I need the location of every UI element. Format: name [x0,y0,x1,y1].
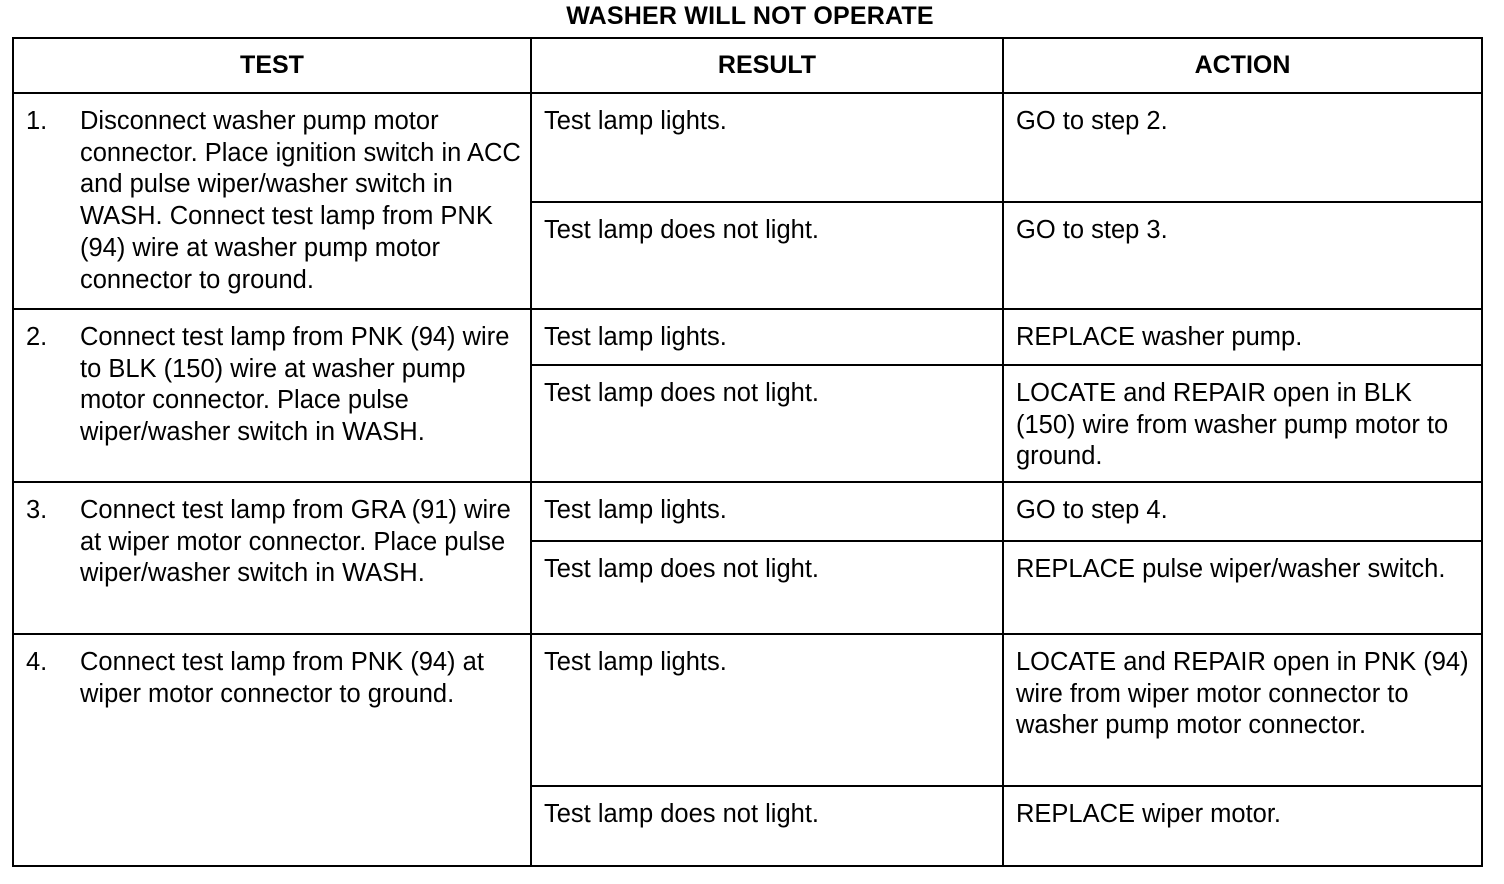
step-test-text: Disconnect washer pump motor connector. Place ignition switch in ACC and pulse wiper/washer switch in WASH. Connect test lamp from PNK (94) wire at washer pump motor connector to ground. [80,107,521,294]
table-row [13,93,1482,202]
action-cell: REPLACE washer pump. [1003,309,1482,365]
action-cell: LOCATE and REPAIR open in PNK (94) wire from wiper motor connector to washer pump motor connector. [1003,634,1482,786]
result-cell: Test lamp does not light. [531,541,1003,634]
result-cell: Test lamp lights. [531,93,1003,202]
result-cell: Test lamp does not light. [531,786,1003,866]
table-row [13,309,1482,365]
header-row [13,38,1482,93]
table-row [13,634,1482,786]
test-cell-step-3 [13,482,531,634]
action-cell: REPLACE wiper motor. [1003,786,1482,866]
page-title: WASHER WILL NOT OPERATE [566,2,934,30]
action-cell: LOCATE and REPAIR open in BLK (150) wire from washer pump motor to ground. [1003,365,1482,482]
step-number: 4. [26,648,48,676]
step-test-text: Connect test lamp from GRA (91) wire at wiper motor connector. Place pulse wiper/washer switch in WASH. [80,496,511,588]
header-test: TEST [13,38,531,93]
test-cell-step-1 [13,93,531,309]
step-test-text: Connect test lamp from PNK (94) wire to BLK (150) wire at washer pump motor connector. Place pulse wiper/washer switch in WASH. [80,323,510,447]
table-row [13,482,1482,541]
step-test-text: Connect test lamp from PNK (94) at wiper motor connector to ground. [80,648,484,708]
header-result: RESULT [531,38,1003,93]
result-cell: Test lamp does not light. [531,365,1003,482]
result-cell: Test lamp lights. [531,482,1003,541]
test-cell-step-4 [13,634,531,866]
action-cell: GO to step 2. [1003,93,1482,202]
action-cell: GO to step 3. [1003,202,1482,309]
result-cell: Test lamp lights. [531,309,1003,365]
result-cell: Test lamp lights. [531,634,1003,786]
result-cell: Test lamp does not light. [531,202,1003,309]
step-number: 1. [26,107,48,135]
step-number: 2. [26,323,48,351]
header-action: ACTION [1003,38,1482,93]
action-cell: REPLACE pulse wiper/washer switch. [1003,541,1482,634]
step-number: 3. [26,496,48,524]
diagnostic-table [12,37,1483,867]
test-cell-step-2 [13,309,531,482]
action-cell: GO to step 4. [1003,482,1482,541]
